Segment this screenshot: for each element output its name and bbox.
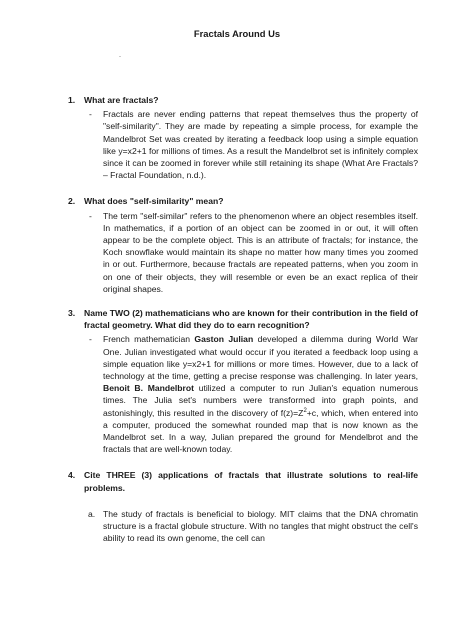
question-2 [68, 195, 418, 207]
answer-text: The term "self-similar" refers to the phenomenon where an object resembles itself. In mathematics, if a portion of an object can be zoomed in or out, it will often appear to be the complete object. This is an attribute of fractals; for instance, the Koch snowflake would maintain its shape no matter how many times you zoomed in or out. Furthermore, because fractals are repeated patterns, when you zoom in on one of their objects, they will resemble or even be an exact replica of their original shapes. [103, 210, 418, 294]
question-4 [68, 469, 418, 493]
dash-bullet: - [89, 334, 92, 345]
dash-bullet: - [89, 109, 92, 120]
answer-2 [88, 210, 418, 295]
question-text: What does "self-similarity" mean? [84, 196, 224, 207]
document-body [68, 94, 418, 545]
question-number: 4. [68, 470, 76, 481]
dash-bullet: - [89, 210, 92, 221]
answer-1 [88, 108, 418, 181]
question-text: Name TWO (2) mathematicians who are known for their contribution in the field of fractal geometry. What did they do to earn recognition? [84, 308, 418, 331]
sub-item-text: The study of fractals is beneficial to biology. MIT claims that the DNA chromatin structure is a fractal globule structure. With no tangles that might obstruct the cell's ability to read its own genome, the cell can [103, 508, 418, 544]
question-1 [68, 94, 418, 106]
sub-item-a [88, 508, 418, 545]
mathematician-name-julian: Gaston Julian [194, 334, 254, 345]
question-number: 3. [68, 308, 76, 319]
answer-text-part-3: utilized a computer to run Julian's equation numerous times. The Julia set's numbers were transformed into graph points, and astonishingly, this resulted in the discovery of f(z)=Z [103, 383, 418, 418]
mathematician-name-mandelbrot: Benoit B. Mandelbrot [103, 383, 195, 394]
question-number: 1. [68, 95, 76, 105]
exponent: 2 [303, 407, 307, 414]
question-number: 2. [68, 196, 76, 207]
answer-text-part-4: +c, which, when entered into a computer, produced the somewhat rounded map that is now known as the Mandelbrot set. In a way, Julian prepared the ground for Mendelbrot and the fractals that are well-known today. [103, 407, 418, 455]
question-3 [68, 307, 418, 331]
stray-mark: - [119, 54, 121, 60]
page-title: Fractals Around Us [193, 28, 281, 39]
answer-text-part-1: French mathematician [103, 334, 195, 345]
question-text: What are fractals? [84, 95, 159, 105]
question-text: Cite THREE (3) applications of fractals that illustrate solutions to real-life problems. [84, 470, 418, 493]
answer-text: Fractals are never ending patterns that repeat themselves thus the property of "self-similarity". They are made by repeating a simple process, for example the Mandelbrot Set was created by iterating a feedback loop using a simple equation like y=x2+1 for millions of times. As a result the Mandelbrot set is infinitely complex since it can be zoomed in forever while still retaining its shape (What Are Fractals? – Fractal Foundation, n.d.). [103, 109, 418, 181]
answer-3 [88, 333, 418, 455]
sub-item-label: a. [88, 508, 96, 519]
answer-text-part-2: developed a dilemma during World War One. Julian investigated what would occur if you iterated a feedback loop using a simple equation like y=x2+1 for millions or more times. However, due to a lack of technology at the time, getting a precise response was challenging. In later years, [103, 334, 419, 382]
